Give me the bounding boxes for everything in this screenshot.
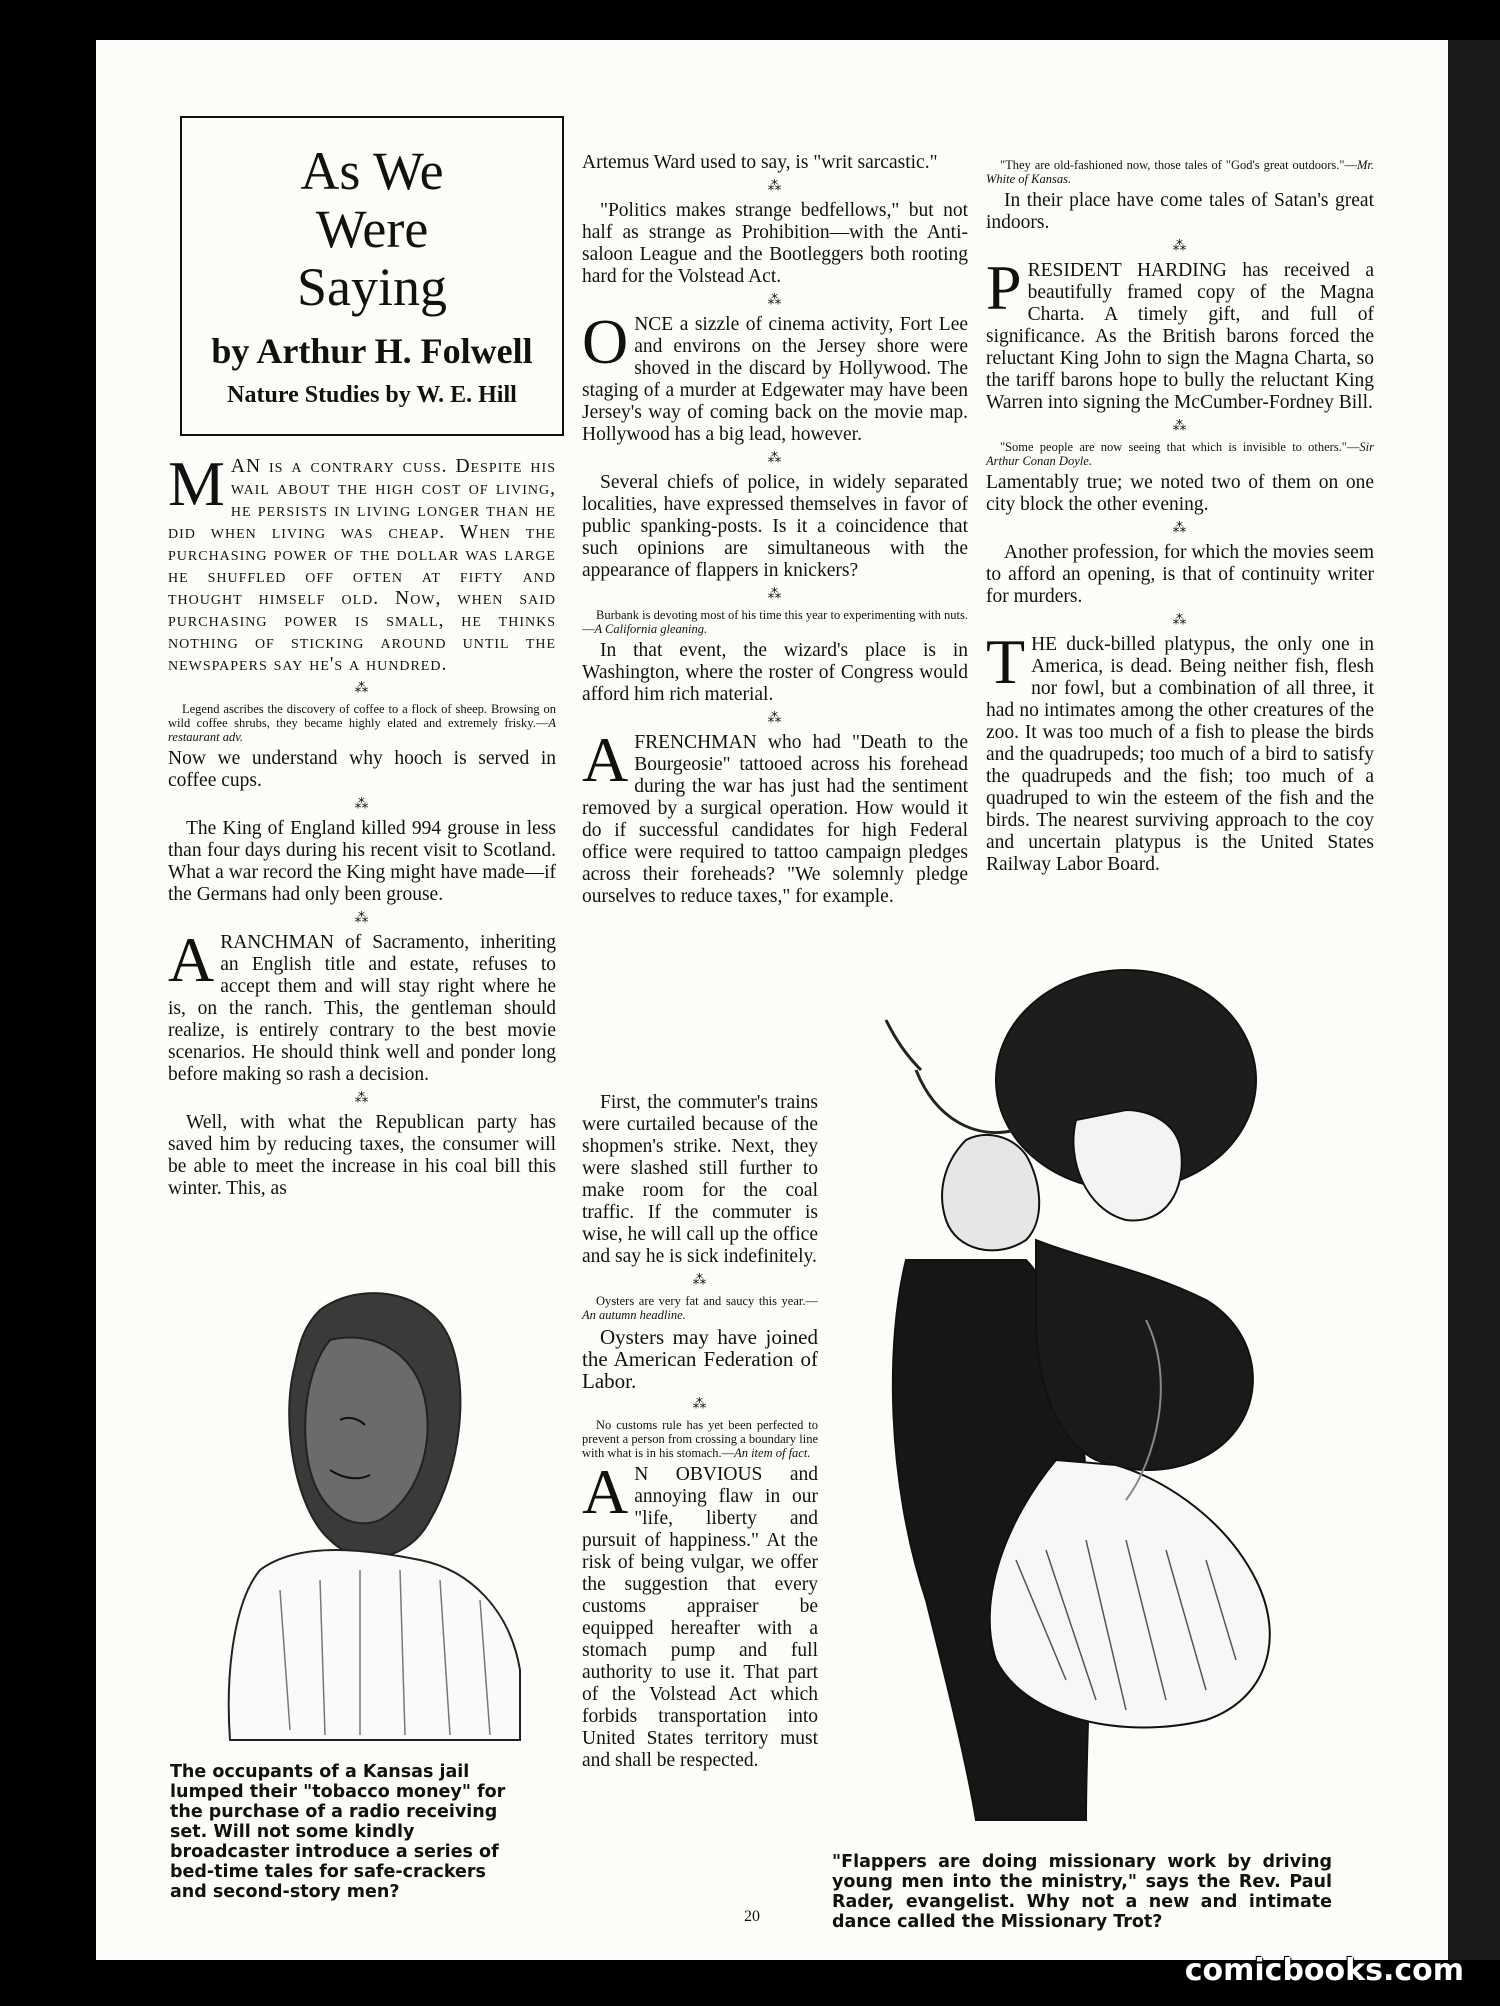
paragraph: AFRENCHMAN who had "Death to the Bourgeosie" tattooed across his forehead during the war has just had the sentiment removed by a surgical operation. How would it do if successful candidates for high Federal office were required to tattoo campaign pledges across their foreheads? "We solemnly pledge ourselves to reduce taxes," for example. xyxy=(582,724,968,907)
quote: Oysters are very fat and saucy this year.—An autumn headline. xyxy=(582,1294,818,1322)
title-box xyxy=(180,116,564,436)
separator: ⁂ xyxy=(767,711,783,726)
column-2-lower xyxy=(582,1092,818,1776)
drop-cap: P xyxy=(986,252,1022,323)
paragraph: Oysters may have joined the American Federation of Labor. xyxy=(582,1325,818,1393)
paragraph: PRESIDENT HARDING has received a beautifully framed copy of the Magna Charta. A timely gift, and full of significance. As the British barons forced the reluctant King John to sign the Magna Charta, so the tariff barons hope to bully the reluctant King Warren into signing the McCumber-Fordney Bill. xyxy=(986,252,1374,413)
paragraph: The King of England killed 994 grouse in less than four days during his recent visit to Scotland. What a war record the King might have made—if the Germans had only been grouse. xyxy=(168,818,556,905)
paragraph: Another profession, for which the movies seem to afford an opening, is that of continuity writer for murders. xyxy=(986,542,1374,607)
column-1 xyxy=(168,448,556,1204)
paragraph: Well, with what the Republican party has saved him by reducing taxes, the consumer will be able to meet the increase in his coal bill this winter. This, as xyxy=(168,1112,556,1199)
drop-cap: T xyxy=(986,626,1026,697)
page-number: 20 xyxy=(744,1908,760,1925)
drop-cap: O xyxy=(582,306,629,377)
separator: ⁂ xyxy=(692,1273,708,1288)
paragraph: A N OBVIOUS and annoying flaw in our "life, liberty and pursuit of happiness." At the risk of being vulgar, we offer the suggestion that every customs appraiser be equipped hereafter with a stomach pump and full authority to use it. That part of the Volstead Act which forbids transportation into United States territory must and shall be respected. xyxy=(582,1456,818,1771)
separator: ⁂ xyxy=(354,911,370,926)
paragraph: "Politics makes strange bedfellows," but not half as strange as Prohibition—with the Anti-saloon League and the Bootleggers both rooting hard for the Volstead Act. xyxy=(582,200,968,287)
quote: "They are old-fashioned now, those tales of "God's great outdoors."—Mr. White of Kansas. xyxy=(986,158,1374,186)
paragraph: Now we understand why hooch is served in coffee cups. xyxy=(168,748,556,791)
quote: "Some people are now seeing that which is invisible to others."—Sir Arthur Conan Doyle. xyxy=(986,440,1374,468)
illustrator-credit: Nature Studies by W. E. Hill xyxy=(227,382,517,408)
drop-cap: A xyxy=(168,924,215,995)
binding-gutter xyxy=(1448,40,1500,1960)
separator: ⁂ xyxy=(1172,521,1188,536)
column-2 xyxy=(582,152,968,912)
separator: ⁂ xyxy=(354,1091,370,1106)
caption-right: "Flappers are doing missionary work by driving young men into the ministry," says the Rev. Paul Rader, evangelist. Why not a new and intimate dance called the Missionary Trot? xyxy=(832,1852,1332,1932)
drop-cap: M xyxy=(168,448,225,519)
paragraph: Several chiefs of police, in widely separated localities, have expressed themselves in favor of public spanking-posts. Is it a coincidence that such opinions are simultaneous with the appearance of flappers in knickers? xyxy=(582,472,968,581)
drop-cap: A xyxy=(582,724,629,795)
separator: ⁂ xyxy=(354,797,370,812)
portrait-illustration xyxy=(200,1270,540,1750)
separator: ⁂ xyxy=(767,587,783,602)
dancing-couple-illustration xyxy=(826,960,1386,1860)
separator: ⁂ xyxy=(767,451,783,466)
paragraph: MAN is a contrary cuss. Despite his wail about the high cost of living, he persists in living longer than he did when living was cheap. When the purchasing power of the dollar was large he shuffled off often at fifty and thought himself old. Now, when said purchasing power is small, he thinks nothing of sticking around until the newspapers say he's a hundred. xyxy=(168,448,556,675)
caption-left: The occupants of a Kansas jail lumped their "tobacco money" for the purchase of a radio receiving set. Will not some kindly broadcaster introduce a series of bed-time tales for safe-crackers and second-story men? xyxy=(170,1762,506,1902)
separator: ⁂ xyxy=(767,293,783,308)
quote: Burbank is devoting most of his time this year to experimenting with nuts.—A California gleaning. xyxy=(582,608,968,636)
paragraph: In their place have come tales of Satan's great indoors. xyxy=(986,190,1374,233)
separator: ⁂ xyxy=(1172,613,1188,628)
byline: by Arthur H. Folwell xyxy=(211,331,533,371)
paragraph: Artemus Ward used to say, is "writ sarcastic." xyxy=(582,152,938,173)
separator: ⁂ xyxy=(767,179,783,194)
column-3 xyxy=(986,152,1374,880)
separator: ⁂ xyxy=(692,1397,708,1412)
separator: ⁂ xyxy=(354,681,370,696)
separator: ⁂ xyxy=(1172,419,1188,434)
paragraph: THE duck-billed platypus, the only one in America, is dead. Being neither fish, flesh nor fowl, but a combination of all three, it had no intimates among the other creatures of the zoo. It was too much of a fish to please the birds and the quadrupeds; too much of a bird to satisfy the quadrupeds and the fish; too much of a quadruped to win the esteem of the fish and the birds. The nearest surviving approach to the coy and uncertain platypus is the United States Railway Labor Board. xyxy=(986,626,1374,875)
article-title: As We Were Saying xyxy=(296,141,447,317)
paragraph: ONCE a sizzle of cinema activity, Fort Lee and environs on the Jersey shore were shoved in the discard by Hollywood. The staging of a murder at Edgewater may have been Jersey's way of coming back on the movie map. Hollywood has a big lead, however. xyxy=(582,306,968,445)
drop-cap: A xyxy=(582,1456,629,1527)
paragraph: Lamentably true; we noted two of them on one city block the other evening. xyxy=(986,472,1374,515)
paragraph: First, the commuter's trains were curtailed because of the shopmen's strike. Next, they were slashed still further to make room for the coal traffic. If the commuter is wise, he will call up the office and say he is sick indefinitely. xyxy=(582,1092,818,1267)
quote: No customs rule has yet been perfected to prevent a person from crossing a boundary line with what is in his stomach.—An item of fact. xyxy=(582,1418,818,1460)
watermark: comicbooks.com xyxy=(1184,1953,1464,1988)
paragraph: In that event, the wizard's place is in Washington, where the roster of Congress would afford him rich material. xyxy=(582,640,968,705)
separator: ⁂ xyxy=(1172,239,1188,254)
quote: Legend ascribes the discovery of coffee to a flock of sheep. Browsing on wild coffee shrubs, they became highly elated and extremely frisky.—A restaurant adv. xyxy=(168,702,556,744)
paragraph: ARANCHMAN of Sacramento, inheriting an English title and estate, refuses to accept them and will stay right where he is, on the ranch. This, the gentleman should realize, is entirely contrary to the best movie scenarios. He should think well and ponder long before making so rash a decision. xyxy=(168,924,556,1085)
